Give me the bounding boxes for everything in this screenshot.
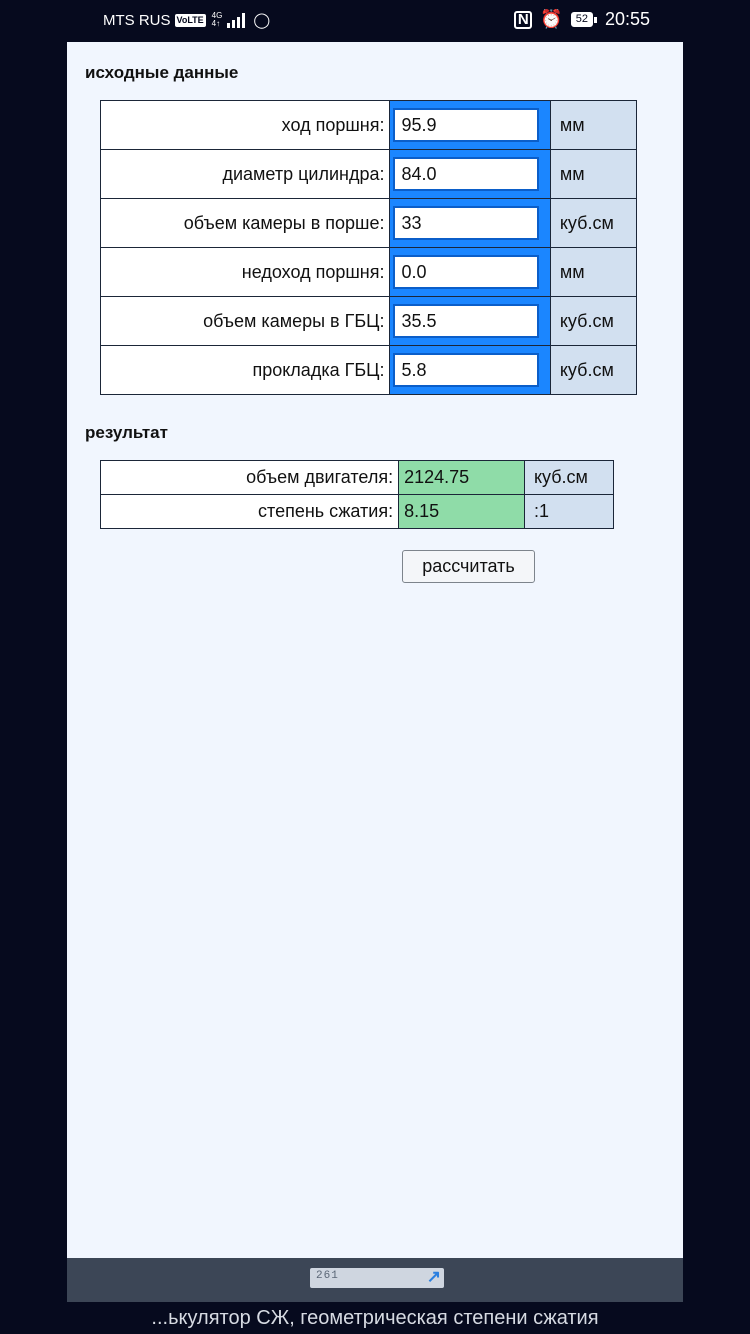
signal-icon: [227, 12, 245, 28]
unit-label: куб.см: [550, 346, 636, 395]
nfc-icon: N: [514, 11, 532, 29]
result-value: 8.15: [399, 495, 525, 529]
input-cell: [390, 248, 550, 297]
result-label: объем двигателя:: [101, 461, 399, 495]
value-input[interactable]: [393, 206, 539, 240]
input-row: [101, 248, 637, 297]
result-unit: куб.см: [524, 461, 613, 495]
unit-label: мм: [550, 150, 636, 199]
ad-strip: [67, 1258, 683, 1302]
unit-label: мм: [550, 101, 636, 150]
status-bar: [0, 0, 750, 42]
value-input[interactable]: [393, 157, 539, 191]
input-row: [101, 150, 637, 199]
input-cell: [390, 297, 550, 346]
value-input[interactable]: [393, 304, 539, 338]
results-heading: результат: [85, 423, 168, 442]
status-bar-right: [514, 9, 650, 30]
clock: 20:55: [604, 9, 650, 29]
input-cell: [390, 150, 550, 199]
input-label: объем камеры в ГБЦ:: [101, 297, 390, 346]
external-link-icon: ↗: [426, 1267, 441, 1286]
input-label: ход поршня:: [101, 101, 390, 150]
carrier-name: MTS RUS: [103, 11, 171, 29]
unit-label: куб.см: [550, 297, 636, 346]
input-label: объем камеры в порше:: [101, 199, 390, 248]
input-row: [101, 101, 637, 150]
result-label: степень сжатия:: [101, 495, 399, 529]
input-label: прокладка ГБЦ:: [101, 346, 390, 395]
input-row: [101, 199, 637, 248]
video-caption: ...ькулятор СЖ, геометрическая степени сжатия: [0, 1302, 750, 1334]
result-row: [101, 461, 614, 495]
unit-label: куб.см: [550, 199, 636, 248]
value-input[interactable]: [393, 108, 539, 142]
result-row: [101, 495, 614, 529]
results-table: [100, 460, 614, 529]
calculate-button[interactable]: рассчитать: [402, 550, 535, 583]
input-cell: [390, 346, 550, 395]
input-cell: [390, 199, 550, 248]
ad-badge[interactable]: [310, 1268, 444, 1288]
inputs-table: [100, 100, 637, 395]
result-unit: :1: [524, 495, 613, 529]
input-row: [101, 297, 637, 346]
value-input[interactable]: [393, 255, 539, 289]
calculator-page: [67, 42, 683, 1258]
result-value: 2124.75: [399, 461, 525, 495]
battery-icon: [571, 12, 597, 27]
status-bar-left: [103, 11, 270, 29]
battery-level: 52: [571, 12, 593, 27]
ad-code: 261: [316, 1270, 339, 1282]
alarm-icon: ⏰: [540, 9, 563, 29]
input-cell: [390, 101, 550, 150]
input-label: диаметр цилиндра:: [101, 150, 390, 199]
input-row: [101, 346, 637, 395]
unit-label: мм: [550, 248, 636, 297]
network-type: 4G 4↑: [211, 11, 223, 28]
input-label: недоход поршня:: [101, 248, 390, 297]
inputs-heading: исходные данные: [85, 63, 239, 82]
volte-icon: VoLTE: [176, 14, 204, 25]
data-saver-icon: ◯: [253, 12, 271, 29]
value-input[interactable]: [393, 353, 539, 387]
